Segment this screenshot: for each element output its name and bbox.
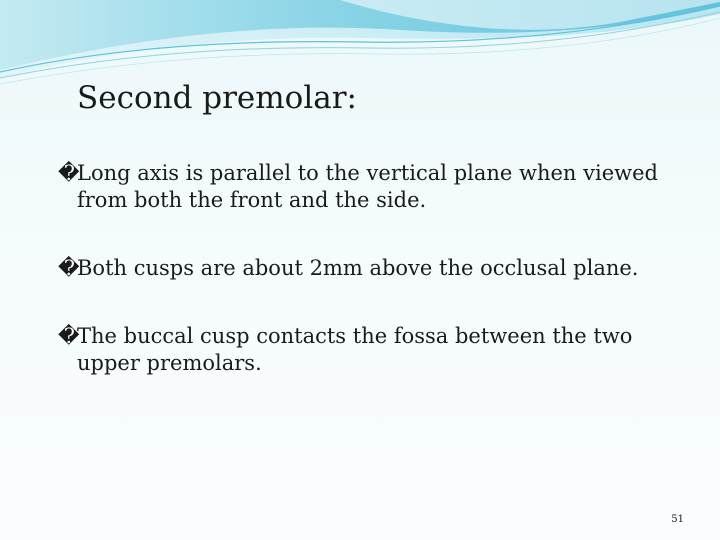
header-wave-decoration xyxy=(0,0,720,90)
bullet-item xyxy=(58,323,698,377)
page-number: 51 xyxy=(671,514,684,525)
bullet-marker: � xyxy=(58,324,80,348)
bullet-text: Long axis is parallel to the vertical plane when viewed from both the front and the side. xyxy=(77,161,658,212)
slide-title: Second premolar: xyxy=(77,80,357,116)
bullet-list xyxy=(58,160,698,418)
bullet-item xyxy=(58,160,698,214)
bullet-item xyxy=(58,255,698,282)
bullet-text: The buccal cusp contacts the fossa between the two upper premolars. xyxy=(77,324,633,375)
bullet-text: Both cusps are about 2mm above the occlusal plane. xyxy=(77,256,639,280)
bullet-marker: � xyxy=(58,161,80,185)
bullet-marker: � xyxy=(58,256,80,280)
